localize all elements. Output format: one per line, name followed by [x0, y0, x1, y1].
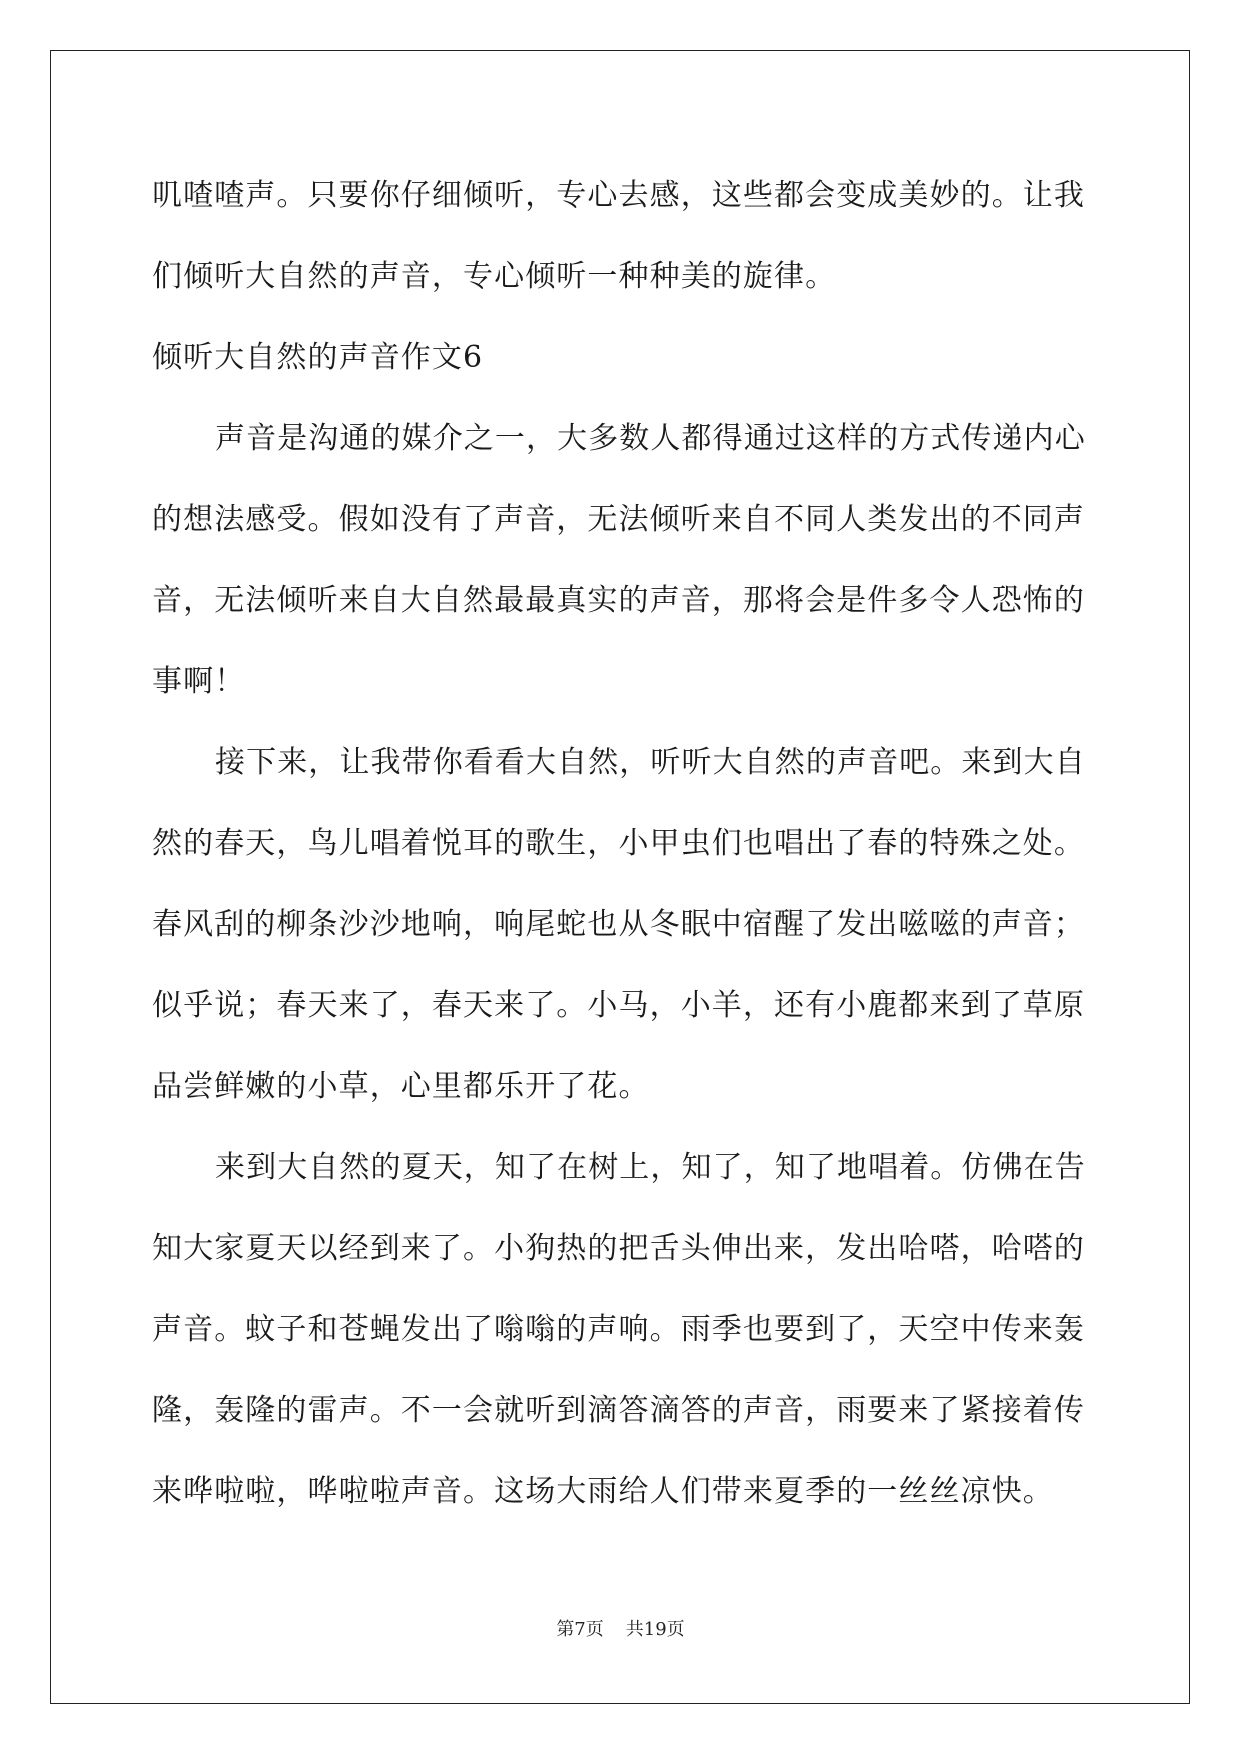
document-body — [152, 155, 1092, 1532]
text-line: 的想法感受。假如没有了声音，无法倾听来自不同人类发出的不同声 — [152, 502, 1085, 537]
paragraph-first-line: 接下来，让我带你看看大自然，听听大自然的声音吧。来到大自 — [215, 745, 1086, 780]
section-heading: 倾听大自然的声音作文6 — [152, 340, 484, 375]
text-line: 似乎说；春天来了，春天来了。小马，小羊，还有小鹿都来到了草原 — [152, 988, 1085, 1023]
text-line: 隆，轰隆的雷声。不一会就听到滴答滴答的声音，雨要来了紧接着传 — [152, 1393, 1085, 1428]
text-line: 知大家夏天以经到来了。小狗热的把舌头伸出来，发出哈嗒，哈嗒的 — [152, 1231, 1085, 1266]
text-line: 然的春天，鸟儿唱着悦耳的歌生，小甲虫们也唱出了春的特殊之处。 — [152, 826, 1085, 861]
page-total: 共19页 — [625, 1619, 685, 1640]
text-line: 音，无法倾听来自大自然最最真实的声音，那将会是件多令人恐怖的 — [152, 583, 1085, 618]
text-line: 春风刮的柳条沙沙地响，响尾蛇也从冬眠中宿醒了发出嗞嗞的声音； — [152, 907, 1085, 942]
text-line: 事啊！ — [152, 664, 246, 699]
text-line: 声音。蚊子和苍蝇发出了嗡嗡的声响。雨季也要到了，天空中传来轰 — [152, 1312, 1085, 1347]
text-line: 品尝鲜嫩的小草，心里都乐开了花。 — [152, 1069, 650, 1104]
paragraph-first-line: 声音是沟通的媒介之一，大多数人都得通过这样的方式传递内心 — [215, 421, 1086, 456]
text-line: 们倾听大自然的声音，专心倾听一种种美的旋律。 — [152, 259, 837, 294]
text-line: 叽喳喳声。只要你仔细倾听，专心去感，这些都会变成美妙的。让我 — [152, 178, 1085, 213]
page-number: 第7页 — [556, 1619, 604, 1640]
paragraph-first-line: 来到大自然的夏天，知了在树上，知了，知了地唱着。仿佛在告 — [215, 1150, 1086, 1185]
page-footer — [0, 1615, 1241, 1641]
text-line: 来哗啦啦，哗啦啦声音。这场大雨给人们带来夏季的一丝丝凉快。 — [152, 1474, 1054, 1509]
